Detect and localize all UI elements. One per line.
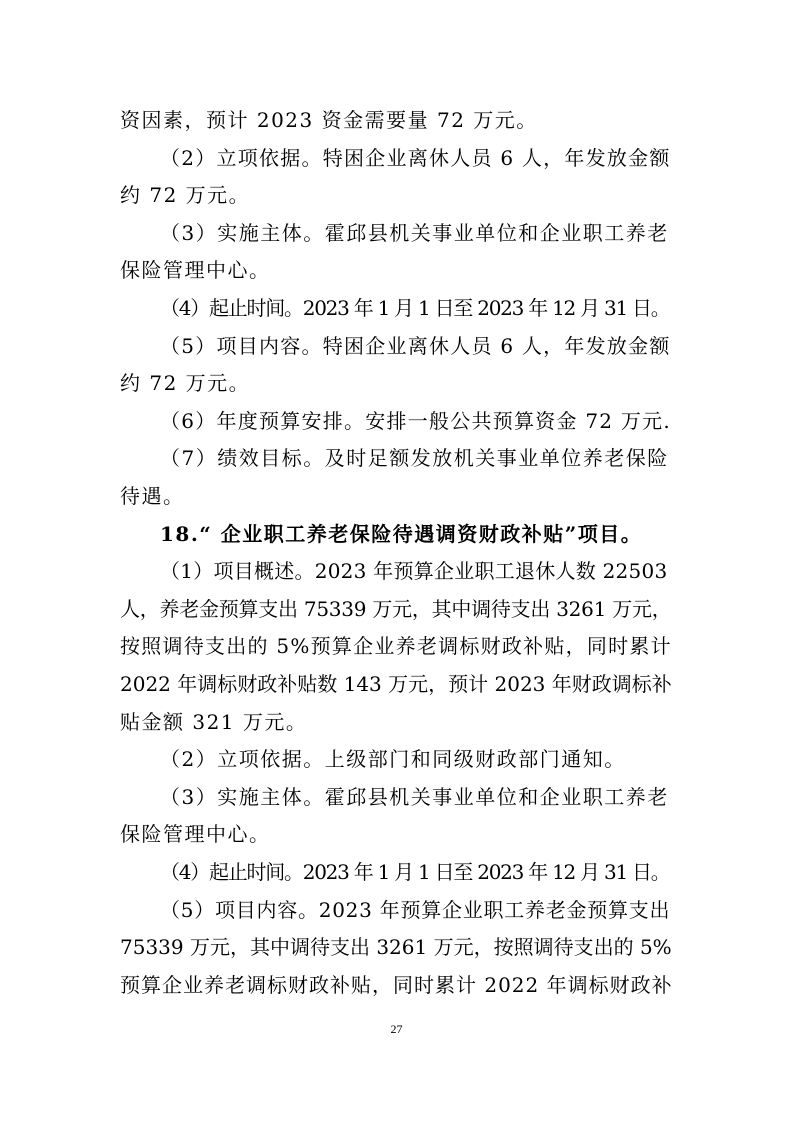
paragraph-line: （4）起止时间。2023 年 1 月 1 日至 2023 年 12 月 31 日。 [160,860,670,884]
paragraph-line: 保险管理中心。 [120,822,271,847]
paragraph-line: （4）起止时间。2023 年 1 月 1 日至 2023 年 12 月 31 日。 [160,296,670,320]
paragraph-line: 待遇。 [120,484,185,508]
paragraph-line: 按照调待支出的 5%预算企业养老调标财政补贴，同时累计 [120,634,672,659]
paragraph-line: 2022 年调标财政补贴数 143 万元，预计 2023 年财政调标补 [120,672,672,696]
paragraph-line: （2）立项依据。上级部门和同级财政部门通知。 [160,747,626,772]
paragraph-line: （6）年度预算安排。安排一般公共预算资金 72 万元. [160,408,671,433]
paragraph-line: 保险管理中心。 [120,258,271,283]
paragraph-line: （1）项目概述。2023 年预算企业职工退休人数 22503 [160,559,668,584]
paragraph-line: （5）项目内容。特困企业离休人员 6 人，年发放金额 [160,333,671,358]
paragraph-line: （5）项目内容。2023 年预算企业职工养老金预算支出 [160,897,671,922]
paragraph-line: 约 72 万元。 [120,183,251,208]
paragraph-line: （7）绩效目标。及时足额发放机关事业单位养老保险 [160,446,669,471]
paragraph-line: 约 72 万元。 [120,371,251,396]
paragraph-line: 预算企业养老调标财政补贴，同时累计 2022 年调标财政补 [120,972,673,997]
paragraph-line: （3）实施主体。霍邱县机关事业单位和企业职工养老 [160,784,669,809]
paragraph-line: （3）实施主体。霍邱县机关事业单位和企业职工养老 [160,220,669,245]
paragraph-line: 资因素，预计 2023 资金需要量 72 万元。 [120,108,538,132]
paragraph-line: 75339 万元，其中调待支出 3261 万元，按照调待支出的 5% [120,935,672,960]
paragraph-line: 贴金额 321 万元。 [120,709,308,734]
page-number: 27 [390,1022,403,1036]
section-heading: 18.“ 企业职工养老保险待遇调资财政补贴”项目。 [160,521,643,546]
paragraph-line: （2）立项依据。特困企业离休人员 6 人，年发放金额 [160,145,671,170]
paragraph-line: 人，养老金预算支出 75339 万元，其中调待支出 3261 万元， [120,596,672,621]
